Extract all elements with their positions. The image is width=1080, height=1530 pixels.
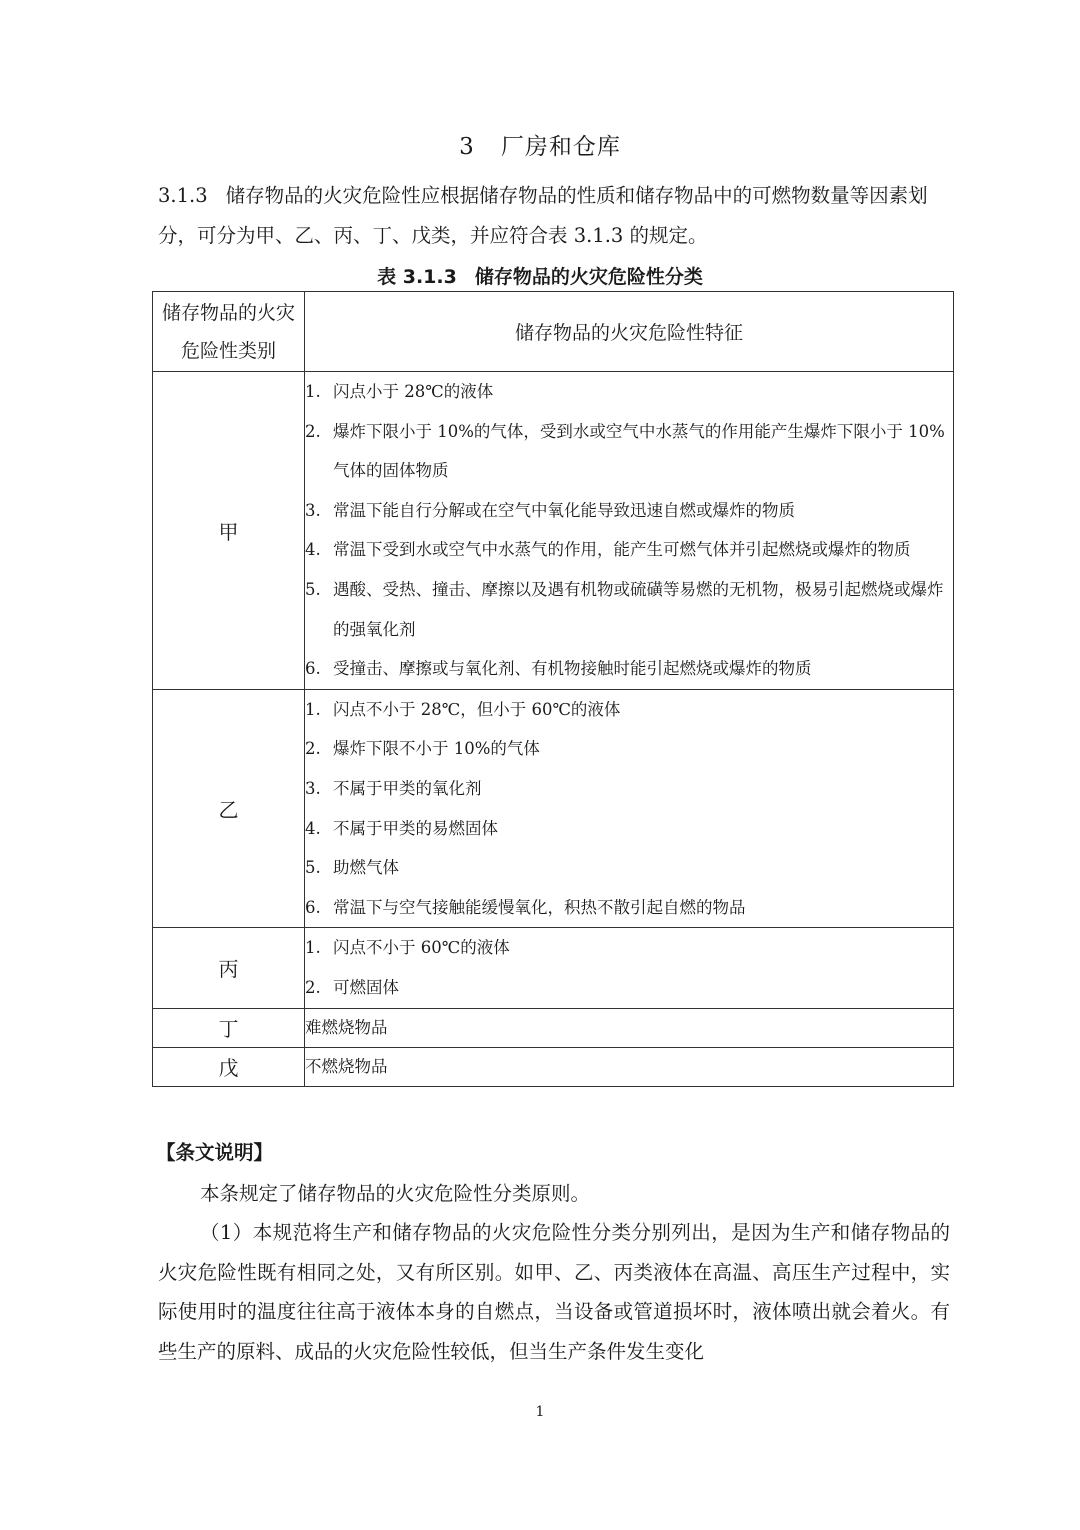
table-caption [0,262,1080,289]
list-item [305,690,953,730]
item-text: 爆炸下限小于 10%的气体，受到水或空气中水蒸气的作用能产生爆炸下限小于 10%气体的固体物质 [333,421,945,481]
list-item [305,491,953,531]
header-category: 储存物品的火灾危险性类别 [153,292,305,372]
note-paragraph: 本条规定了储存物品的火灾危险性分类原则。 [200,1182,591,1205]
item-text: 闪点小于 28℃的液体 [333,382,494,401]
list-item [305,809,953,849]
characteristics-cell: 不燃烧物品 [305,1047,954,1086]
table-title: 储存物品的火灾危险性分类 [474,266,703,288]
clause-id: 3.1.3 [158,184,208,207]
item-text: 爆炸下限不小于 10%的气体 [333,739,540,759]
item-text: 遇酸、受热、撞击、摩擦以及遇有机物或硫磺等易燃的无机物，极易引起燃烧或爆炸的强氧化剂 [333,579,944,639]
category-cell: 戊 [153,1047,305,1086]
characteristics-cell [305,928,954,1008]
table-row [153,372,954,690]
list-item [305,968,953,1008]
table-row [153,928,954,1008]
note-paragraph: （1）本规范将生产和储存物品的火灾危险性分类分别列出，是因为生产和储存物品的火灾危险性既有相同之处，又有所区别。如甲、乙、丙类液体在高温、高压生产过程中，实际使用时的温度往往高于液体本身的自燃点，当设备或管道损坏时，液体喷出就会着火。有些生产的原料、成品的火灾危险性较低，但当生产条件发生变化 [158,1221,950,1363]
list-item [305,848,953,888]
item-text: 闪点不小于 28℃，但小于 60℃的液体 [333,699,621,719]
chapter-number: 3 [459,134,475,160]
item-number: 4. [305,540,321,560]
table-id: 表 3.1.3 [377,266,457,288]
item-text: 闪点不小于 60℃的液体 [333,938,510,958]
item-number: 2. [305,977,321,997]
category-cell: 丁 [153,1008,305,1047]
item-text: 常温下受到水或空气中水蒸气的作用，能产生可燃气体并引起燃烧或爆炸的物质 [333,540,911,560]
chapter-title [0,128,1080,161]
characteristics-cell [305,689,954,928]
item-number: 3. [305,500,321,520]
page-number: 1 [535,1404,545,1420]
characteristics-cell [305,372,954,690]
list-item [305,769,953,809]
item-text: 受撞击、摩擦或与氧化剂、有机物接触时能引起燃烧或爆炸的物质 [333,659,812,679]
item-number: 6. [305,659,321,679]
item-number: 1. [305,938,321,958]
note-heading: 【条文说明】 [156,1141,274,1164]
clause-text: 储存物品的火灾危险性应根据储存物品的性质和储存物品中的可燃物数量等因素划分，可分为甲、乙、丙、丁、戊类，并应符合表 3.1.3 的规定。 [158,184,928,247]
item-text: 常温下能自行分解或在空气中氧化能导致迅速自燃或爆炸的物质 [333,500,795,520]
list-item [305,530,953,570]
item-number: 1. [305,699,321,719]
header-characteristics: 储存物品的火灾危险性特征 [305,292,954,372]
item-number: 2. [305,739,321,759]
note-body [158,1174,950,1371]
item-text: 不属于甲类的易燃固体 [333,818,498,838]
clause-paragraph [158,176,958,256]
table-header-row [153,292,954,372]
list-item [305,372,953,412]
item-number: 5. [305,858,321,878]
list-item [305,649,953,689]
item-number: 1. [305,382,321,401]
category-cell: 丙 [153,928,305,1008]
list-item [305,928,953,968]
chapter-name: 厂房和仓库 [500,134,621,160]
item-number: 5. [305,579,321,599]
category-cell: 甲 [153,372,305,690]
list-item [305,570,953,649]
item-text: 可燃固体 [333,977,399,997]
fire-hazard-table [152,291,954,1087]
item-number: 2. [305,421,321,441]
list-item [305,412,953,491]
list-item [305,888,953,928]
item-number: 6. [305,897,321,917]
category-cell: 乙 [153,689,305,928]
table-row [153,1008,954,1047]
item-text: 常温下与空气接触能缓慢氧化，积热不散引起自燃的物品 [333,897,746,917]
item-text: 不属于甲类的氧化剂 [333,778,482,798]
item-number: 4. [305,818,321,838]
item-number: 3. [305,778,321,798]
item-text: 助燃气体 [333,858,399,878]
table-row [153,689,954,928]
list-item [305,729,953,769]
table-row [153,1047,954,1086]
characteristics-cell: 难燃烧物品 [305,1008,954,1047]
